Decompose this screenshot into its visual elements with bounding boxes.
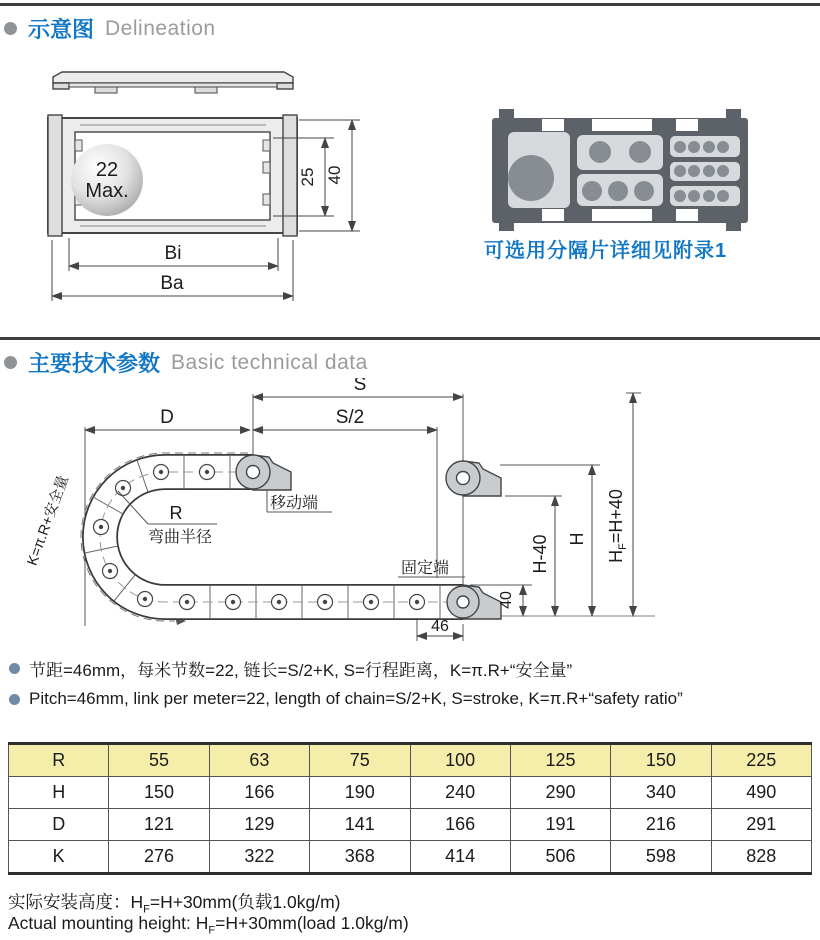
delineation-title-en: Delineation	[105, 16, 216, 40]
fixed-end-bracket	[447, 585, 501, 619]
separator-note: 可选用分隔片详细见附录1	[484, 240, 728, 262]
row-label: D	[9, 809, 109, 841]
cell: 368	[310, 841, 410, 874]
svg-text:H-40: H-40	[530, 534, 550, 574]
cell: 166	[209, 777, 309, 809]
dim-stroke	[253, 378, 463, 397]
cell: 291	[711, 809, 811, 841]
technical-title-en: Basic technical data	[171, 350, 368, 374]
row-label: R	[9, 744, 109, 777]
chain-diagram	[0, 378, 820, 648]
cell: 414	[410, 841, 510, 874]
row-label: H	[9, 777, 109, 809]
cell: 240	[410, 777, 510, 809]
technical-title-zh: 主要技术参数	[28, 351, 161, 376]
cell: 125	[510, 744, 610, 777]
footer-zh-rest: =H+30mm(负载1.0kg/m)	[149, 892, 341, 912]
dim-label-S: S	[353, 378, 367, 395]
cell: 141	[310, 809, 410, 841]
footer-zh-sub: F	[143, 903, 150, 916]
cell: 150	[611, 744, 711, 777]
dim-D	[85, 407, 250, 430]
delineation-header	[4, 13, 216, 44]
cell: 63	[209, 744, 309, 777]
footer-en-sub: F	[208, 924, 216, 937]
cell: 490	[711, 777, 811, 809]
dim-label-D: D	[160, 407, 174, 428]
dim-label-Ba: Ba	[160, 273, 184, 294]
mounting-height-en	[8, 913, 409, 937]
table-row-K	[9, 841, 812, 874]
dim-half-stroke	[253, 407, 437, 430]
cell: 322	[209, 841, 309, 874]
table-row-R	[9, 744, 812, 777]
ball-max-label: Max.	[85, 180, 129, 202]
dim-label-25: 25	[298, 167, 317, 187]
cell: 121	[109, 809, 209, 841]
row-label: K	[9, 841, 109, 874]
dim-hf	[606, 393, 633, 616]
note-zh	[9, 656, 572, 681]
delineation-title-zh: 示意图	[28, 17, 95, 42]
svg-text:移动端: 移动端	[270, 495, 319, 512]
dim-label-Bi: Bi	[164, 243, 182, 264]
moving-end-bracket	[236, 455, 291, 490]
moving-end-label	[267, 490, 332, 512]
fixed-end-label	[398, 559, 465, 577]
cell: 506	[510, 841, 610, 874]
svg-text:固定端: 固定端	[401, 560, 450, 577]
cell: 225	[711, 744, 811, 777]
section-bullet-icon	[4, 22, 17, 35]
cell: 190	[310, 777, 410, 809]
separator-figure	[480, 105, 762, 235]
svg-text:HF=H+40: $H_F=H+40$	[606, 489, 629, 563]
moving-end-bracket-ghost	[446, 461, 501, 496]
cell: 290	[510, 777, 610, 809]
svg-text:弯曲半径: 弯曲半径	[148, 529, 213, 546]
top-rule	[0, 3, 820, 6]
cell: 100	[410, 744, 510, 777]
svg-text:H: H	[567, 532, 587, 546]
table-row-H	[9, 777, 812, 809]
cross-section-drawing	[40, 60, 370, 312]
dim-h-minus-40	[530, 496, 555, 616]
dim-label-40: 40	[325, 165, 344, 185]
table-row-D	[9, 809, 812, 841]
cell: 276	[109, 841, 209, 874]
technical-header	[4, 347, 368, 378]
note-bullet-icon	[9, 663, 20, 674]
footer-en-rest: =H+30mm(load 1.0kg/m)	[215, 913, 409, 933]
cell: 55	[109, 744, 209, 777]
footer-zh-prefix: 实际安装高度：H	[8, 892, 144, 912]
svg-text:40: 40	[498, 591, 515, 609]
svg-text:46: 46	[431, 618, 449, 635]
cell: 340	[611, 777, 711, 809]
svg-text:R: R	[169, 503, 183, 523]
dim-h	[567, 465, 592, 616]
footer-en-prefix: Actual mounting height: H	[8, 913, 209, 933]
dim-Bi	[69, 238, 278, 271]
dim-label-S2: S/2	[335, 407, 365, 428]
lid-profile	[53, 72, 293, 93]
cell: 828	[711, 841, 811, 874]
note-en	[9, 689, 683, 709]
ball-diameter-label: 22	[95, 159, 119, 181]
dim-40	[498, 585, 523, 616]
k-formula-label: K=π.R+安全量	[24, 473, 72, 568]
section-bullet-icon	[4, 356, 17, 369]
dim-46	[417, 618, 463, 636]
parameters-table	[8, 742, 812, 875]
section-rule	[0, 337, 820, 340]
mounting-height-zh	[8, 889, 340, 916]
cell: 598	[611, 841, 711, 874]
cell: 191	[510, 809, 610, 841]
cell: 75	[310, 744, 410, 777]
cell: 129	[209, 809, 309, 841]
note-zh-text: 节距=46mm，每米节数=22, 链长=S/2+K, S=行程距离，K=π.R+“安全量”	[29, 661, 573, 680]
cell: 216	[611, 809, 711, 841]
note-en-text: Pitch=46mm, link per meter=22, length of chain=S/2+K, S=stroke, K=π.R+“safety ratio”	[29, 689, 683, 708]
cell: 166	[410, 809, 510, 841]
note-bullet-icon	[9, 694, 20, 705]
max-cable-ball	[71, 144, 143, 216]
cell: 150	[109, 777, 209, 809]
